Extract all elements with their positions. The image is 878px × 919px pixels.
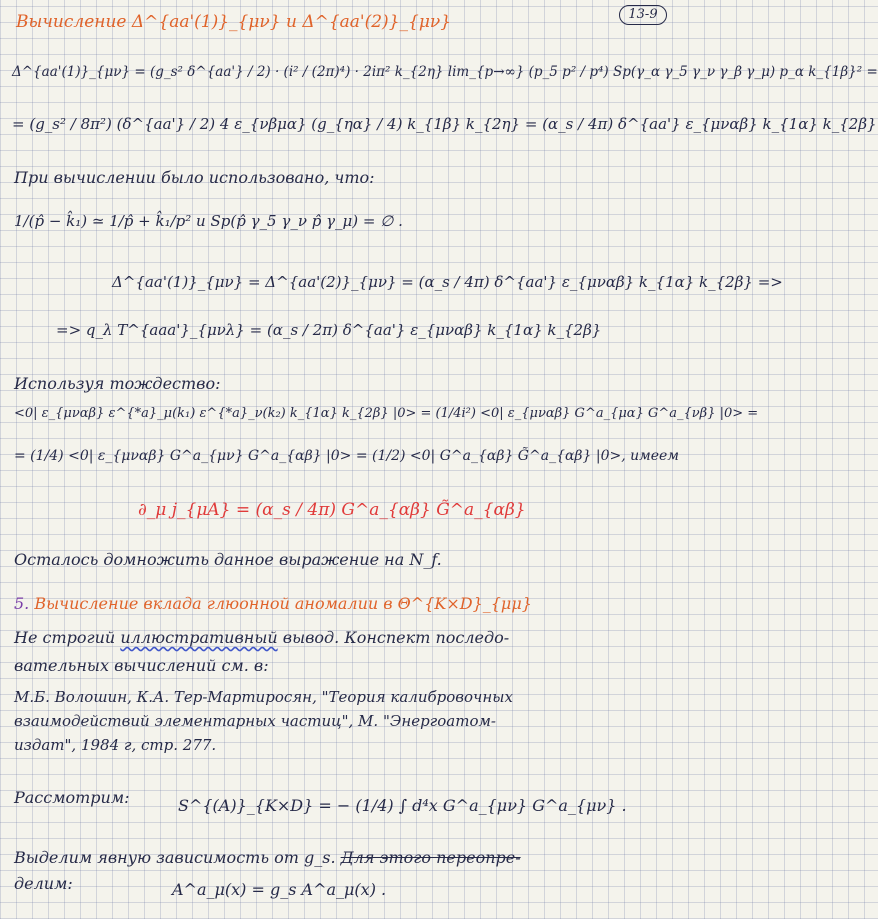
reference-line-2: взаимодействий элементарных частиц", М. "Энергоатом- (14, 712, 496, 730)
equation-3: 1/(p̂ − k̂₁) ≃ 1/p̂ + k̂₁/p² и Sp(p̂ γ_5 γ_ν p̂ γ_μ) = ∅ . (14, 212, 403, 230)
page-header-title: Вычисление Δ^{aa'(1)}_{μν} и Δ^{aa'(2)}_{μν} (16, 12, 452, 32)
section-title: Вычисление вклада глюонной аномалии в Θ^{K×D}_{μμ} (34, 594, 532, 613)
paragraph-line-3 (14, 848, 521, 867)
paragraph-line-1 (14, 628, 509, 647)
text-not-strict: Не строгий (14, 628, 116, 647)
text-used-during-calculation: При вычислении было использовано, что: (14, 168, 375, 187)
text-isolate-dependence: Выделим явную зависимость от g_s. (14, 848, 336, 867)
equation-6: <0| ε_{μναβ} ε^{*a}_μ(k₁) ε^{*a}_ν(k₂) k_{1α} k_{2β} |0> = (1/4i²) <0| ε_{μναβ} G^a_{μα} G^a_{νβ} |0> = (14, 406, 759, 421)
equation-7: = (1/4) <0| ε_{μναβ} G^a_{μν} G^a_{αβ} |0> = (1/2) <0| G^a_{αβ} G̃^a_{αβ} |0>, имеем (14, 448, 679, 464)
equation-9: S^{(A)}_{K×D} = − (1/4) ∫ d⁴x G^a_{μν} G^a_{μν} . (178, 796, 627, 815)
reference-line-1: М.Б. Волошин, К.А. Тер-Мартиросян, "Теория калибровочных (14, 688, 513, 706)
equation-2: = (g_s² / 8π²) (δ^{aa'} / 2) 4 ε_{νβμα} (g_{ηα} / 4) k_{1β} k_{2η} = (α_s / 4π) δ^{aa'} ε_{μναβ} k_{1α} k_{2β} (12, 115, 877, 133)
paragraph-line-2: вательных вычислений см. в: (14, 656, 269, 675)
section-number: 5. (14, 594, 30, 613)
equation-1: Δ^{aa'(1)}_{μν} = (g_s² δ^{aa'} / 2) · (i² / (2π)⁴) · 2iπ² k_{2η} lim_{p→∞} (p_5 p² / p⁴) Sp(γ_α γ_5 γ_ν γ_β γ_μ) p_α k_{1β}² = (12, 64, 878, 80)
text-remaining-multiply: Осталось домножить данное выражение на N_f. (14, 550, 442, 569)
text-redefine-struck: Для этого переопре- (340, 848, 521, 867)
text-using-identity: Используя тождество: (14, 374, 221, 393)
equation-8-result: ∂_μ j_{μA} = (α_s / 4π) G^a_{αβ} G̃^a_{αβ} (138, 500, 526, 520)
equation-5: => q_λ T^{aaa'}_{μνλ} = (α_s / 2π) δ^{aa'} ε_{μναβ} k_{1α} k_{2β} (56, 321, 602, 339)
text-consider: Рассмотрим: (14, 788, 130, 807)
section-5-heading (14, 594, 532, 613)
reference-line-3: издат", 1984 г, стр. 277. (14, 736, 217, 754)
text-derivation: вывод. Конспект последо- (282, 628, 510, 647)
text-illustrative: иллюстративный (120, 628, 278, 647)
page-number-badge: 13-9 (619, 5, 667, 25)
text-define: делим: (14, 874, 73, 893)
equation-10: A^a_μ(x) = g_s A^a_μ(x) . (172, 880, 387, 899)
equation-4: Δ^{aa'(1)}_{μν} = Δ^{aa'(2)}_{μν} = (α_s / 4π) δ^{aa'} ε_{μναβ} k_{1α} k_{2β} => (112, 273, 783, 291)
